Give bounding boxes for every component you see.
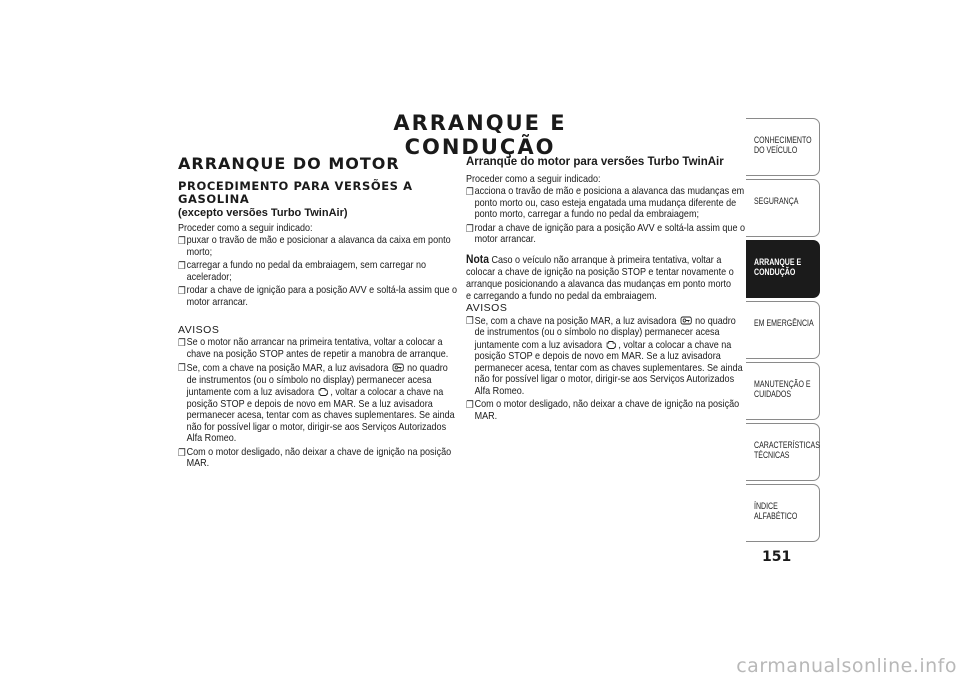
intro-text: Proceder como a seguir indicado: [178, 222, 313, 234]
tab-manutencao-e-cuidados[interactable]: MANUTENÇÃO E CUIDADOS [746, 362, 820, 420]
watermark: carmanualsonline.info [736, 655, 957, 677]
section-title-turbo-twinair: Arranque do motor para versões Turbo TwinAir [466, 156, 724, 168]
avisos-label: AVISOS [466, 301, 508, 314]
list-item: ❐ Com o motor desligado, não deixar a chave de ignição na posição MAR. [466, 398, 740, 422]
avisos-list [178, 336, 455, 470]
list-item: ❐ Se, com a chave na posição MAR, a luz avisadora no quadro de instrumentos (ou o símbolo no display) permanecer acesa juntamente com a luz avisadora , voltar a colocar a chave na posição STOP e depois de novo em MAR. Se a luz avisadora permanecer acesa, tentar com as chaves suplementares. Se ainda não for possível ligar o motor, dirigir-se aos Serviços Autorizados Alfa Romeo. [466, 314, 743, 397]
checkbox-bullet-icon: ❐ [178, 447, 186, 459]
tab-conhecimento-do-veiculo[interactable]: CONHECIMENTO DO VEÍCULO [746, 118, 820, 176]
note-paragraph: Nota Caso o veículo não arranque à primeira tentativa, voltar a colocar a chave de ignição na posição STOP e tentar novamente o arranque posicionando a alavanca das mudanças em ponto morto e carregando a fundo no pedal da embraiagem. [466, 251, 734, 302]
checkbox-bullet-icon: ❐ [466, 187, 474, 198]
left-column [178, 154, 458, 472]
avisos-list [466, 314, 743, 423]
list-item: ❐ puxar o travão de mão e posicionar a alavanca da caixa em ponto morto; [178, 234, 451, 258]
steps-list [178, 234, 458, 308]
page-number: 151 [762, 549, 792, 565]
checkbox-bullet-icon: ❐ [466, 400, 474, 411]
checkbox-bullet-icon: ❐ [178, 236, 186, 247]
tab-em-emergencia[interactable]: EM EMERGÊNCIA [746, 301, 820, 359]
list-item: ❐ Com o motor desligado, não deixar a chave de ignição na posição MAR. [178, 445, 452, 469]
checkbox-bullet-icon: ❐ [178, 286, 186, 297]
checkbox-bullet-icon: ❐ [178, 261, 186, 272]
list-item: ❐ carregar a fundo no pedal da embraiagem, sem carregar no acelerador; [178, 259, 427, 283]
checkbox-bullet-icon: ❐ [466, 315, 474, 327]
list-item: ❐ Se, com a chave na posição MAR, a luz avisadora no quadro de instrumentos (ou o símbolo no display) permanecer acesa juntamente com a luz avisadora , voltar a colocar a chave na posição STOP e depois de novo em MAR. Se a luz avisadora permanecer acesa, tentar com as chaves suplementares. Se ainda não for possível ligar o motor, dirigir-se aos Serviços Autorizados Alfa Romeo. [178, 362, 455, 444]
section-title-arranque-motor: ARRANQUE DO MOTOR [178, 154, 400, 173]
right-column [466, 155, 746, 424]
chapter-tabs [746, 118, 820, 545]
checkbox-bullet-icon: ❐ [466, 223, 474, 235]
steps-list [466, 185, 746, 246]
subsection-note: (excepto versões Turbo TwinAir) [178, 207, 348, 219]
tab-indice-alfabetico[interactable]: ÍNDICE ALFABÉTICO [746, 484, 820, 542]
immobilizer-warning-light-icon [392, 362, 404, 373]
subsection-title-gasolina: PROCEDIMENTO PARA VERSÕES A GASOLINA [178, 179, 413, 206]
page-title: ARRANQUE E CONDUÇÃO [393, 111, 567, 159]
list-item: ❐ Se o motor não arrancar na primeira tentativa, voltar a colocar a chave na posição STOP antes de repetir a manobra de arranque. [178, 336, 449, 360]
intro-text: Proceder como a seguir indicado: [466, 173, 601, 185]
tab-arranque-e-conducao[interactable]: ARRANQUE E CONDUÇÃO [746, 240, 820, 298]
list-item: ❐ rodar a chave de ignição para a posição AVV e soltá-la assim que o motor arrancar. [178, 284, 458, 308]
avisos-label: AVISOS [178, 324, 220, 336]
immobilizer-warning-light-icon [680, 315, 692, 326]
list-item: ❐ rodar a chave de ignição para a posição AVV e soltá-la assim que o motor arrancar. [466, 221, 746, 245]
checkbox-bullet-icon: ❐ [178, 338, 186, 349]
engine-check-warning-light-icon [317, 386, 329, 397]
note-label: Nota [466, 251, 489, 266]
checkbox-bullet-icon: ❐ [178, 363, 186, 374]
list-item: ❐ acciona o travão de mão e posiciona a alavanca das mudanças em ponto morto ou, caso esteja engatada uma mudança diferente de ponto morto, carregar a fundo no pedal da embraiagem; [466, 185, 745, 220]
tab-seguranca[interactable]: SEGURANÇA [746, 179, 820, 237]
engine-check-warning-light-icon [605, 339, 617, 350]
tab-caracteristicas-tecnicas[interactable]: CARACTERÍSTICAS TÉCNICAS [746, 423, 820, 481]
